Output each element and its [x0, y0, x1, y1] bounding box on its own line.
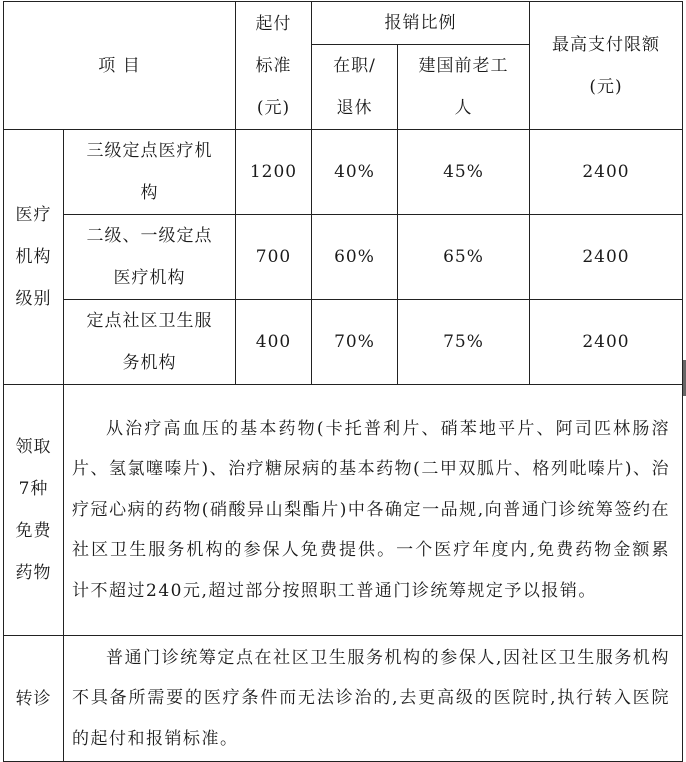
table-row — [4, 300, 683, 385]
reimbursement-table — [3, 1, 683, 762]
header-pre-founding-workers: 建国前老工 人 — [398, 45, 530, 130]
tier-start: 400 — [236, 300, 312, 385]
tier-name: 二级、一级定点 医疗机构 — [64, 215, 236, 300]
table-row — [4, 130, 683, 215]
free-drugs-text-cell — [64, 385, 683, 636]
tier-name: 三级定点医疗机 构 — [64, 130, 236, 215]
free-drugs-text: 从治疗高血压的基本药物(卡托普利片、硝苯地平片、阿司匹林肠溶片、氢氯噻嗪片)、治疗糖尿病的基本药物(二甲双胍片、格列吡嗪片)、治疗冠心病的药物(硝酸异山梨酯片)中各确定一品规,向普通门诊统筹签约在社区卫生服务机构的参保人免费提供。一个医疗年度内,免费药物金额累计不超过240元,超过部分按照职工普通门诊统筹规定予以报销。 — [72, 418, 670, 601]
header-max-payment-limit: 最高支付限额 (元) — [530, 2, 683, 130]
tier-limit: 2400 — [530, 215, 683, 300]
free-drugs-row — [4, 385, 683, 636]
tier-ratio-employed: 70% — [312, 300, 398, 385]
tier-start: 1200 — [236, 130, 312, 215]
free-drugs-label: 领取 7种 免费 药物 — [4, 385, 64, 636]
tier-limit: 2400 — [530, 300, 683, 385]
header-row-1 — [4, 2, 683, 45]
transfer-text-cell — [64, 636, 683, 762]
header-item: 项 目 — [4, 2, 236, 130]
header-start-standard: 起付 标准 (元) — [236, 2, 312, 130]
tier-ratio-employed: 40% — [312, 130, 398, 215]
tier-ratio-pre: 75% — [398, 300, 530, 385]
tier-start: 700 — [236, 215, 312, 300]
transfer-label: 转诊 — [4, 636, 64, 762]
table-row — [4, 215, 683, 300]
tier-ratio-pre: 45% — [398, 130, 530, 215]
tier-limit: 2400 — [530, 130, 683, 215]
tier-ratio-employed: 60% — [312, 215, 398, 300]
transfer-text: 普通门诊统筹定点在社区卫生服务机构的参保人,因社区卫生服务机构不具备所需要的医疗条件而无法诊治的,去更高级的医院时,执行转入医院的起付和报销标准。 — [72, 647, 670, 749]
tier-name: 定点社区卫生服 务机构 — [64, 300, 236, 385]
header-employed-retired: 在职/ 退休 — [312, 45, 398, 130]
tier-ratio-pre: 65% — [398, 215, 530, 300]
transfer-row — [4, 636, 683, 762]
tier-category-label: 医疗 机构 级别 — [4, 130, 64, 385]
header-reimbursement-ratio: 报销比例 — [312, 2, 530, 45]
